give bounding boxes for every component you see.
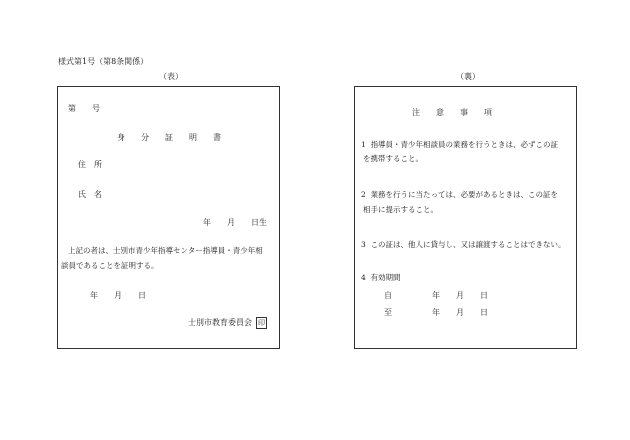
issue-date: 年 月 日 xyxy=(90,291,146,300)
notes-title: 注 意 事 項 xyxy=(412,108,492,117)
note-3-number: 3 xyxy=(361,240,366,249)
name-label: 氏 名 xyxy=(78,190,102,199)
validity-heading xyxy=(361,273,401,283)
statement-line-1: 上記の者は、士別市青少年指導センター指導員・青少年相 xyxy=(68,246,263,255)
note-1 xyxy=(361,140,558,150)
validity-to-date: 年 月 日 xyxy=(432,308,488,317)
note-2-line-1: 業務を行うに当たっては、必要があるときは、この証を xyxy=(370,190,559,199)
note-3 xyxy=(361,240,566,250)
issuer-block xyxy=(188,317,267,329)
note-3-line-1: この証は、他人に貸与し、又は譲渡することはできない。 xyxy=(370,240,566,249)
note-2-line-2: 相手に提示すること。 xyxy=(363,205,438,214)
note-1-line-2: を携帯すること。 xyxy=(363,154,423,163)
birth-date: 年 月 日生 xyxy=(203,218,267,227)
seal-mark: 印 xyxy=(258,319,265,327)
certificate-number-label: 第 号 xyxy=(68,104,100,113)
validity-to-label: 至 xyxy=(384,308,392,317)
validity-from-date: 年 月 日 xyxy=(432,291,488,300)
validity-number: 4 xyxy=(361,273,366,282)
note-2-number: 2 xyxy=(361,190,366,199)
issuer-name: 士別市教育委員会 xyxy=(188,318,252,327)
front-side-label: （表） xyxy=(159,72,183,81)
address-label: 住 所 xyxy=(78,160,102,169)
statement-line-2: 談員であることを証明する。 xyxy=(61,261,159,270)
validity-label: 有効期間 xyxy=(370,273,401,282)
note-1-line-1: 指導員・青少年相談員の業務を行うときは、必ずこの証 xyxy=(370,140,559,149)
certificate-title: 身 分 証 明 書 xyxy=(117,133,221,142)
note-1-number: 1 xyxy=(361,140,366,149)
validity-from-label: 自 xyxy=(384,291,392,300)
note-2 xyxy=(361,190,558,200)
form-label: 様式第1号（第8条関係） xyxy=(58,57,149,66)
back-side-label: （裏） xyxy=(456,72,480,81)
